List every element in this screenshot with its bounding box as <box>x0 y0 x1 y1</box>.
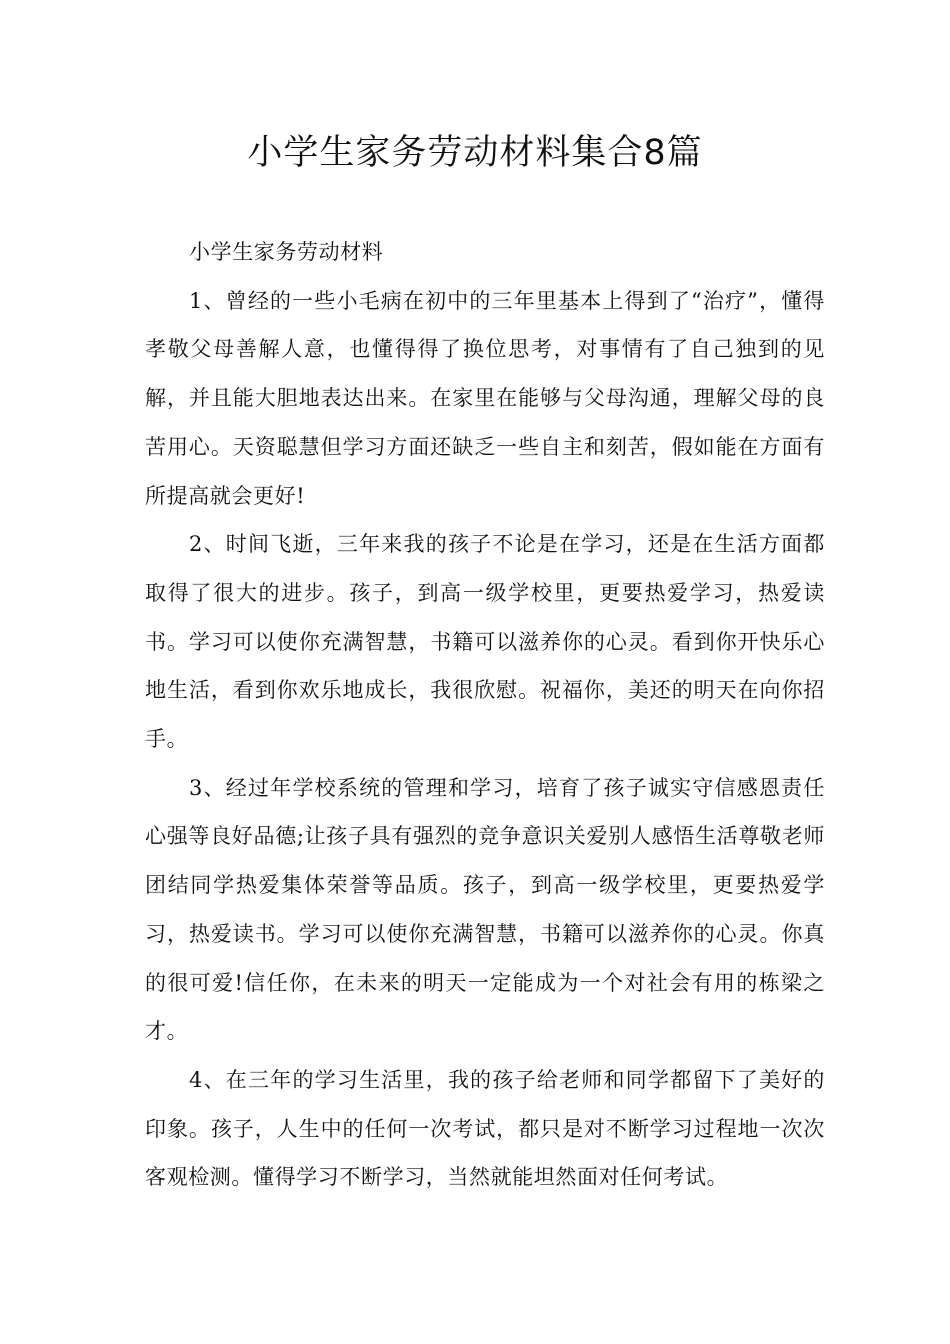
paragraph-1: 1、曾经的一些小毛病在初中的三年里基本上得到了“治疗”，懂得孝敬父母善解人意，也懂得得了换位思考，对事情有了自己独到的见解，并且能大胆地表达出来。在家里在能够与父母沟通，理解父母的良苦用心。天资聪慧但学习方面还缺乏一些自主和刻苦，假如能在方面有所提高就会更好! <box>145 288 825 508</box>
paragraph-3: 3、经过年学校系统的管理和学习，培育了孩子诚实守信感恩责任心强等良好品德;让孩子具有强烈的竞争意识关爱别人感悟生活尊敬老师团结同学热爱集体荣誉等品质。孩子，到高一级学校里，更要热爱学习，热爱读书。学习可以使你充满智慧，书籍可以滋养你的心灵。你真的很可爱!信任你，在未来的明天一定能成为一个对社会有用的栋梁之才。 <box>145 775 825 1044</box>
section-subtitle: 小学生家务劳动材料 <box>189 240 384 264</box>
paragraph-4: 4、在三年的学习生活里，我的孩子给老师和同学都留下了美好的印象。孩子，人生中的任何一次考试，都只是对不断学习过程地一次次客观检测。懂得学习不断学习，当然就能坦然面对任何考试。 <box>145 1067 825 1190</box>
document-body <box>145 228 825 1202</box>
document-title: 小学生家务劳动材料集合8篇 <box>247 133 703 173</box>
paragraph-2: 2、时间飞逝，三年来我的孩子不论是在学习，还是在生活方面都取得了很大的进步。孩子，到高一级学校里，更要热爱学习，热爱读书。学习可以使你充满智慧，书籍可以滋养你的心灵。看到你开快乐心地生活，看到你欢乐地成长，我很欣慰。祝福你，美还的明天在向你招手。 <box>145 532 825 752</box>
